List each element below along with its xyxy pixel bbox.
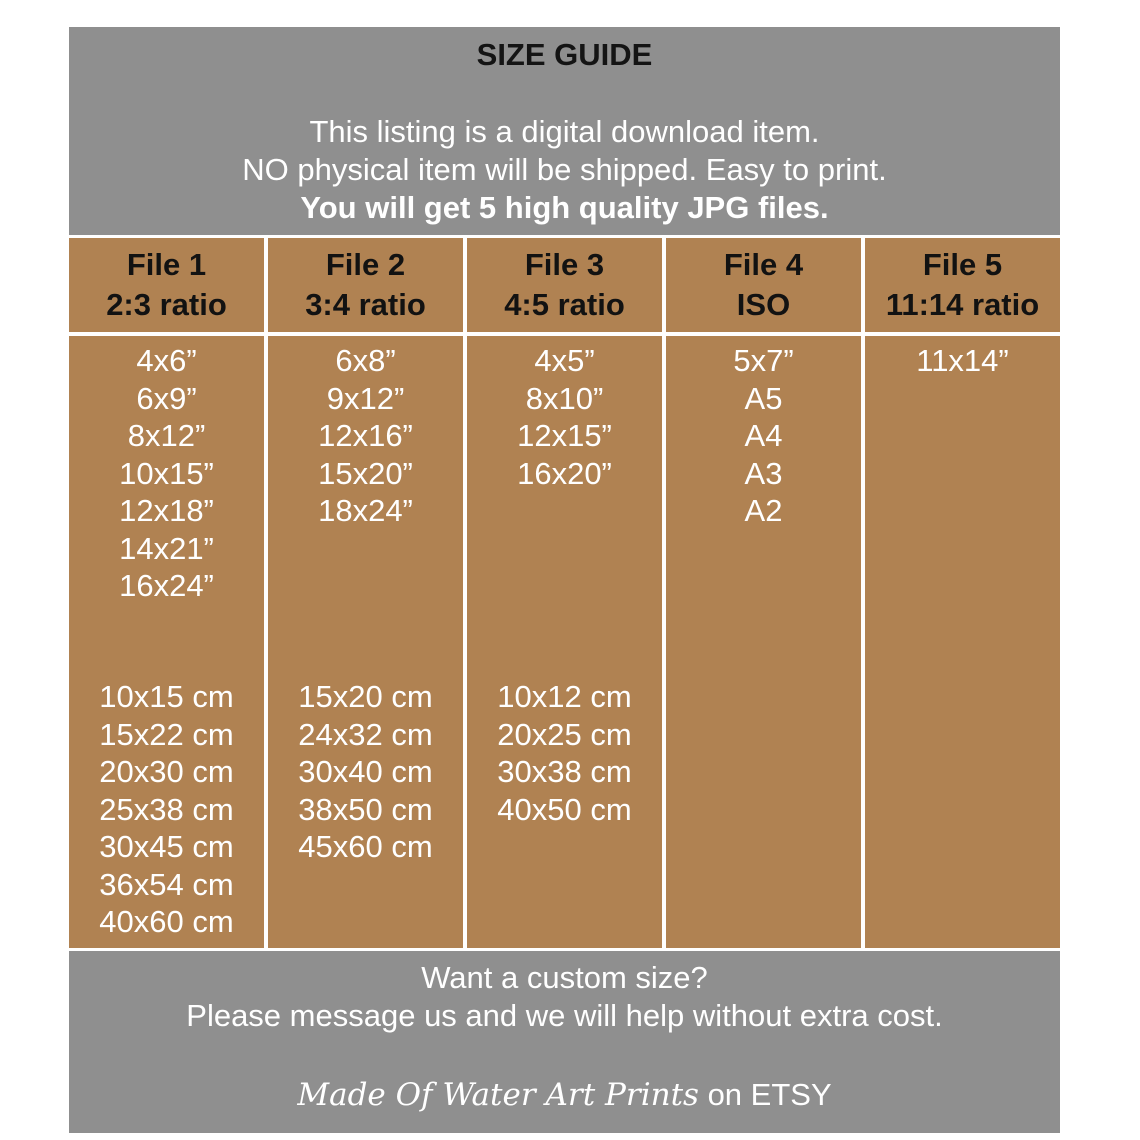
size-inch: 4x5”: [534, 343, 595, 378]
file-column-4: [666, 238, 861, 948]
file-ratio: ISO: [736, 287, 791, 322]
file-column-header: [268, 238, 463, 332]
size-inch: 18x24”: [318, 493, 413, 528]
size-inch: 9x12”: [326, 380, 405, 416]
file-ratio: 3:4 ratio: [305, 287, 426, 322]
size-inch: 15x20”: [318, 455, 413, 491]
file-size-list: [666, 336, 861, 948]
file-size-list: [467, 336, 662, 948]
file-column-2: [268, 238, 463, 948]
size-cm: 30x40 cm: [298, 754, 433, 789]
intro-line-3: You will get 5 high quality JPG files.: [300, 190, 829, 225]
inch-sizes: [268, 342, 463, 530]
shop-credit: [69, 1077, 1060, 1113]
file-column-header: [865, 238, 1060, 332]
file-name: File 2: [325, 247, 406, 282]
size-inch: A2: [744, 493, 783, 528]
size-inch: 11x14”: [916, 343, 1009, 378]
size-inch: 5x7”: [733, 343, 794, 378]
file-name: File 4: [723, 247, 804, 282]
size-cm: 40x60 cm: [99, 904, 234, 939]
file-name: File 1: [126, 247, 207, 282]
guide-header: [69, 27, 1060, 235]
size-inch: 12x16”: [318, 418, 413, 453]
intro-text: [69, 113, 1060, 227]
file-size-list: [69, 336, 264, 948]
file-column-header: [666, 238, 861, 332]
platform-text: on ETSY: [707, 1077, 832, 1112]
file-ratio: 4:5 ratio: [504, 287, 625, 322]
file-column-5: [865, 238, 1060, 948]
file-name: File 3: [524, 247, 605, 282]
file-size-list: [268, 336, 463, 948]
file-ratio: 2:3 ratio: [106, 287, 227, 322]
size-inch: 6x9”: [136, 380, 197, 416]
size-cm: 30x45 cm: [99, 829, 234, 864]
intro-line-1: This listing is a digital download item.: [309, 114, 820, 149]
size-cm: 20x30 cm: [99, 754, 234, 789]
size-inch: 14x21”: [119, 530, 214, 566]
cm-sizes: [467, 678, 662, 828]
file-column-header: [69, 238, 264, 332]
inch-sizes: [666, 342, 861, 530]
size-cm: 10x15 cm: [99, 679, 234, 714]
file-columns: [69, 238, 1060, 948]
file-column-header: [467, 238, 662, 332]
size-inch: 16x24”: [119, 568, 214, 603]
size-inch: A4: [744, 418, 783, 453]
intro-line-2: NO physical item will be shipped. Easy to print.: [242, 152, 887, 187]
file-column-3: [467, 238, 662, 948]
inch-sizes: [69, 342, 264, 605]
file-column-1: [69, 238, 264, 948]
size-cm: 10x12 cm: [497, 679, 632, 714]
size-cm: 15x22 cm: [99, 716, 234, 752]
size-inch: 4x6”: [136, 343, 197, 378]
custom-line-1: Want a custom size?: [421, 960, 708, 995]
size-cm: 15x20 cm: [298, 679, 433, 714]
guide-title: SIZE GUIDE: [476, 37, 653, 72]
file-size-list: [865, 336, 1060, 948]
size-cm: 30x38 cm: [497, 754, 632, 789]
shop-name: Made Of Water Art Prints: [297, 1077, 699, 1113]
size-inch: 10x15”: [119, 455, 214, 491]
size-inch: 6x8”: [335, 343, 396, 378]
size-inch: A5: [744, 380, 783, 416]
size-inch: 16x20”: [517, 455, 612, 491]
size-cm: 20x25 cm: [497, 716, 632, 752]
size-inch: 8x12”: [127, 418, 206, 453]
inch-sizes: [865, 342, 1060, 380]
guide-footer: [69, 951, 1060, 1133]
custom-size-text: [69, 959, 1060, 1035]
file-ratio: 11:14 ratio: [885, 287, 1040, 322]
size-cm: 36x54 cm: [99, 866, 234, 902]
file-name: File 5: [922, 247, 1003, 282]
size-inch: A3: [744, 455, 783, 491]
cm-sizes: [268, 678, 463, 866]
size-guide: [69, 27, 1060, 1133]
size-cm: 25x38 cm: [99, 791, 234, 827]
custom-line-2: Please message us and we will help without extra cost.: [186, 998, 943, 1033]
size-inch: 8x10”: [525, 380, 604, 416]
size-cm: 24x32 cm: [298, 716, 433, 752]
inch-sizes: [467, 342, 662, 492]
size-cm: 40x50 cm: [497, 791, 632, 827]
size-cm: 38x50 cm: [298, 791, 433, 827]
size-cm: 45x60 cm: [298, 829, 433, 864]
cm-sizes: [69, 678, 264, 941]
size-inch: 12x18”: [119, 493, 214, 528]
size-inch: 12x15”: [517, 418, 612, 453]
